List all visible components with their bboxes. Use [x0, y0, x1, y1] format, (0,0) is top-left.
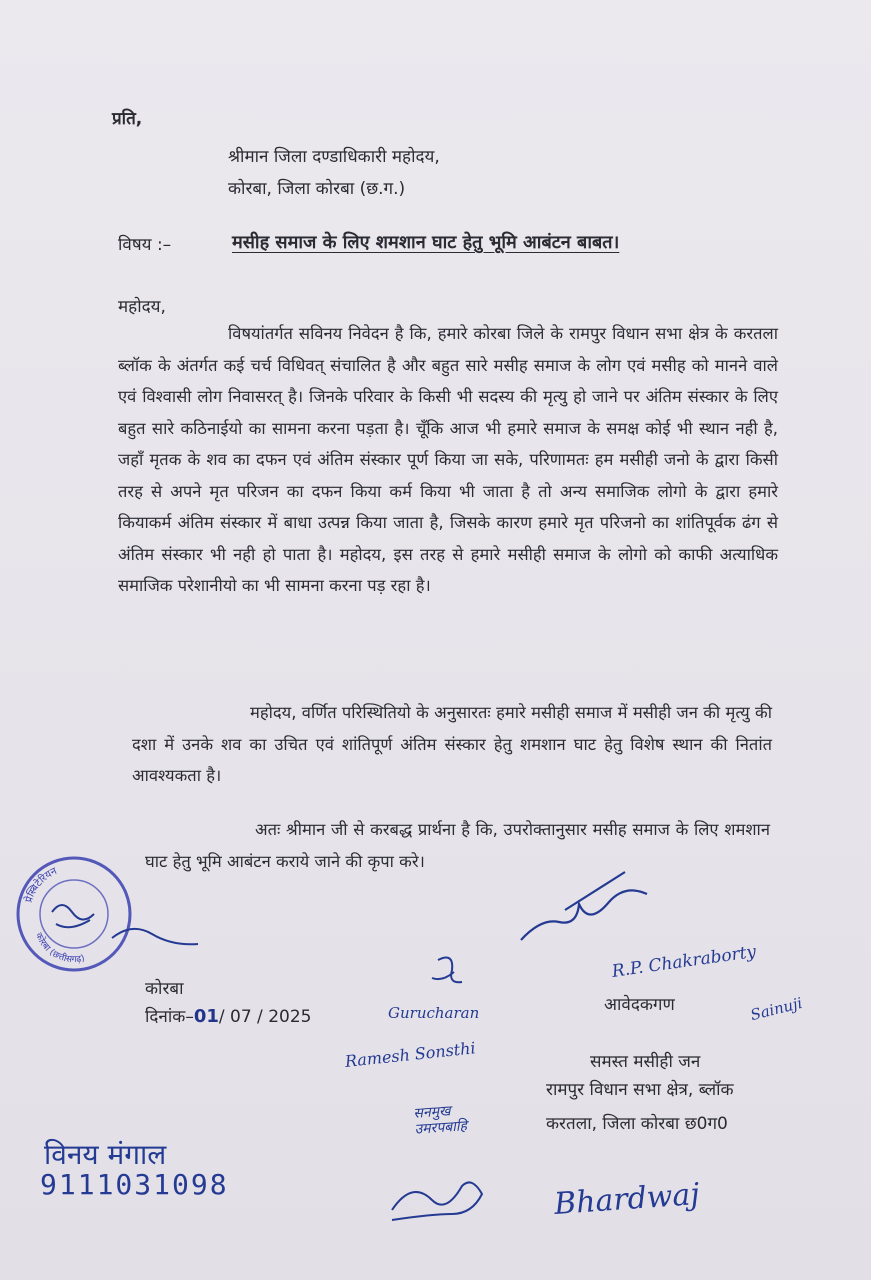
signature-sanmukh-line-2: उमरपबाहि — [414, 1118, 468, 1138]
footer-line-3: करतला, जिला कोरबा छ0ग0 — [546, 1114, 728, 1134]
body-paragraph-3: अतः श्रीमान जी से करबद्ध प्रार्थना है कि, उपरोक्तानुसार मसीह समाज के लिए शमशान घाट हेतु भूमि आबंटन कराये जाने की कृपा करे। — [145, 820, 770, 871]
signature-right-margin: Sainuji — [748, 993, 805, 1025]
handwritten-note-name: विनय मंगाल — [44, 1138, 167, 1171]
svg-text:प्रेस्बिटेरियन — [23, 866, 59, 904]
date-rest: / 07 / 2025 — [218, 1007, 312, 1027]
signature-scribble-bottom — [388, 1170, 498, 1230]
seal-stamp — [12, 852, 136, 976]
recipient-line-2: कोरबा, जिला कोरबा (छ.ग.) — [228, 179, 406, 199]
date-label: दिनांक– — [145, 1007, 194, 1027]
signature-gurucharan: Gurucharan — [388, 1004, 480, 1022]
date-day: 01 — [193, 1006, 219, 1027]
applicants-label: आवेदकगण — [604, 995, 675, 1015]
footer-line-2: रामपुर विधान सभा क्षेत्र, ब्लॉक — [546, 1080, 734, 1100]
body-paragraph-1: विषयांतर्गत सविनय निवेदन है कि, हमारे कोरबा जिले के रामपुर विधान सभा क्षेत्र के करतला ब्लॉक के अंतर्गत कई चर्च विधिवत् संचालित है और बहुत सारे मसीह समाज के लोग एवं मसीह को मानने वाले एवं विश्वासी लोग निवासरत् है। जिनके परिवार के किसी भी सदस्य की मृत्यु हो जाने पर अंतिम संस्कार के लिए बहुत सारे कठिनाईयो का सामना करना पड़ता है। चूँकि आज भी हमारे समाज के समक्ष कोई भी स्थान नही है, जहाँ मृतक के शव का दफन एवं अंतिम संस्कार पूर्ण किया जा सके, परिणामतः हम मसीही जनो के द्वारा किसी तरह से अपने मृत परिजन का दफन किया कर्म किया भी जाता है तो अन्य समाजिक लोगो के द्वारा हमारे कियाकर्म अंतिम संस्कार में बाधा उत्पन्न किया जाता है, जिसके कारण हमारे मृत परिजनो का शांतिपूर्वक ढंग से अंतिम संस्कार भी नही हो पाता है। महोदय, इस तरह से हमारे मसीही समाज के लोगो को काफी अत्याधिक समाजिक परेशानीयो का भी सामना करना पड़ रहा है। — [118, 324, 778, 595]
salutation: महोदय, — [118, 297, 166, 317]
stamp-text-bottom: कोरबा (छत्तीसगढ़) — [32, 931, 86, 966]
subject-label: विषय :– — [118, 235, 172, 255]
footer-line-1: समस्त मसीही जन — [590, 1052, 701, 1072]
subject-text: मसीह समाज के लिए शमशान घाट हेतु भूमि आबंटन बाबत। — [232, 232, 620, 253]
body-paragraph-2: महोदय, वर्णित परिस्थितियो के अनुसारतः हमारे मसीही समाज में मसीही जन की मृत्यु की दशा में उनके शव का उचित एवं शांतिपूर्ण अंतिम संस्कार हेतु शमशान घाट हेतु विशेष स्थान की नितांत आवश्यकता है। — [132, 703, 772, 785]
signature-ramesh: Ramesh Sonsthi — [344, 1038, 477, 1071]
signature-initial-gurucharan — [428, 950, 468, 990]
place-label: कोरबा — [145, 979, 184, 999]
to-label: प्रति, — [112, 109, 143, 129]
signature-sanmukh-line-1: सनमुख — [412, 1103, 452, 1122]
stamp-signature-stroke — [110, 920, 200, 950]
signature-sanmukh — [413, 1102, 468, 1138]
signature-scribble-1 — [515, 870, 665, 950]
date-line — [145, 1006, 311, 1028]
signature-bhardwaj: Bhardwaj — [552, 1176, 701, 1223]
recipient-line-1: श्रीमान जिला दण्डाधिकारी महोदय, — [228, 147, 440, 167]
stamp-text-top: प्रेस्बिटेरियन — [23, 865, 59, 905]
signature-rp-chakraborty: R.P. Chakraborty — [610, 941, 758, 982]
handwritten-note-phone: 9111031098 — [40, 1168, 229, 1201]
